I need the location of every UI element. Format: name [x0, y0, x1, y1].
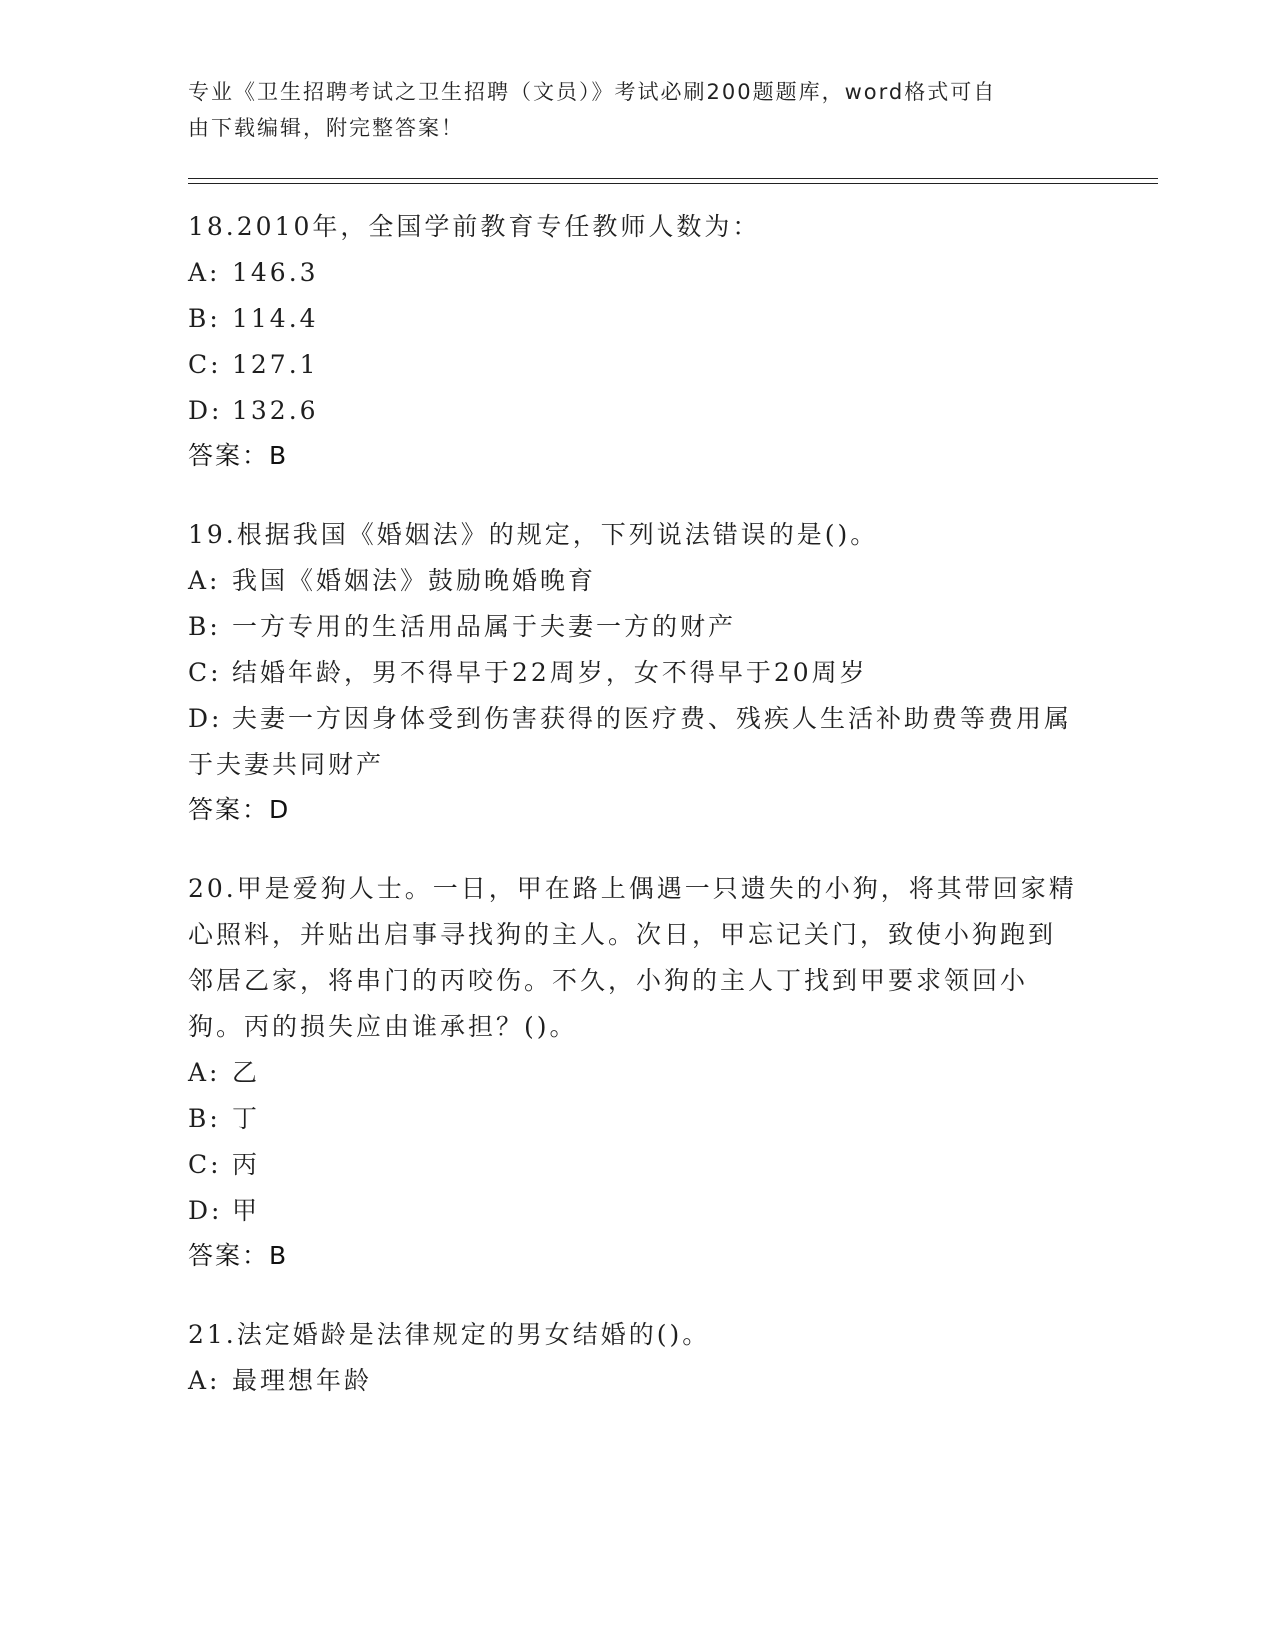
- option-key: B:: [188, 304, 221, 333]
- option-key: C:: [188, 1150, 222, 1179]
- option-key: A:: [188, 258, 221, 287]
- question-19: [188, 512, 1088, 832]
- option-c: [188, 342, 1088, 388]
- option-text: 甲: [232, 1196, 261, 1225]
- option-b: [188, 604, 1088, 650]
- question-20: [188, 866, 1088, 1278]
- option-b: [188, 1096, 1088, 1142]
- option-a: [188, 558, 1088, 604]
- option-b: [188, 296, 1088, 342]
- option-key: B:: [188, 612, 221, 641]
- option-key: A:: [188, 566, 221, 595]
- document-header: [188, 74, 1068, 146]
- question-stem: 21.法定婚龄是法律规定的男女结婚的()。: [188, 1320, 711, 1349]
- option-d: [188, 696, 1078, 788]
- option-key: C:: [188, 658, 222, 687]
- option-a: [188, 250, 1088, 296]
- option-text: 结婚年龄，男不得早于22周岁，女不得早于20周岁: [232, 658, 868, 687]
- question-stem: 19.根据我国《婚姻法》的规定，下列说法错误的是()。: [188, 520, 879, 549]
- option-key: D:: [188, 1196, 223, 1225]
- header-divider-bottom: [188, 183, 1158, 184]
- option-text: 最理想年龄: [232, 1366, 373, 1395]
- header-divider-top: [188, 178, 1158, 179]
- answer: 答案：B: [188, 1241, 289, 1270]
- option-text: 我国《婚姻法》鼓励晚婚晚育: [232, 566, 597, 595]
- option-text: 114.4: [232, 304, 319, 333]
- option-text: 146.3: [232, 258, 319, 287]
- option-d: [188, 1188, 1088, 1234]
- option-c: [188, 650, 1088, 696]
- option-text: 一方专用的生活用品属于夫妻一方的财产: [232, 612, 737, 641]
- option-text: 乙: [232, 1058, 261, 1087]
- question-18: [188, 204, 1088, 478]
- option-a: [188, 1358, 1088, 1404]
- option-key: B:: [188, 1104, 221, 1133]
- header-title-line-2: 由下载编辑，附完整答案！: [188, 116, 464, 140]
- option-c: [188, 1142, 1088, 1188]
- option-text: 夫妻一方因身体受到伤害获得的医疗费、残疾人生活补助费等费用属于夫妻共同财产: [188, 704, 1073, 779]
- question-list: [188, 204, 1088, 1438]
- option-key: D:: [188, 396, 223, 425]
- question-stem: 20.甲是爱狗人士。一日，甲在路上偶遇一只遗失的小狗，将其带回家精心照料，并贴出启事寻找狗的主人。次日，甲忘记关门，致使小狗跑到邻居乙家，将串门的丙咬伤。不久，小狗的主人丁找到甲要求领回小狗。丙的损失应由谁承担？()。: [188, 874, 1077, 1041]
- option-d: [188, 388, 1088, 434]
- question-21: [188, 1312, 1088, 1404]
- answer: 答案：B: [188, 441, 289, 470]
- option-key: C:: [188, 350, 222, 379]
- option-text: 丙: [232, 1150, 261, 1179]
- question-stem: 18.2010年，全国学前教育专任教师人数为：: [188, 212, 761, 241]
- header-title-line-1: 专业《卫生招聘考试之卫生招聘（文员）》考试必刷200题题库，word格式可自: [188, 80, 997, 104]
- option-key: D:: [188, 704, 223, 733]
- option-text: 132.6: [232, 396, 319, 425]
- option-text: 丁: [232, 1104, 261, 1133]
- option-key: A:: [188, 1366, 221, 1395]
- option-a: [188, 1050, 1088, 1096]
- answer: 答案：D: [188, 795, 291, 824]
- option-key: A:: [188, 1058, 221, 1087]
- option-text: 127.1: [232, 350, 319, 379]
